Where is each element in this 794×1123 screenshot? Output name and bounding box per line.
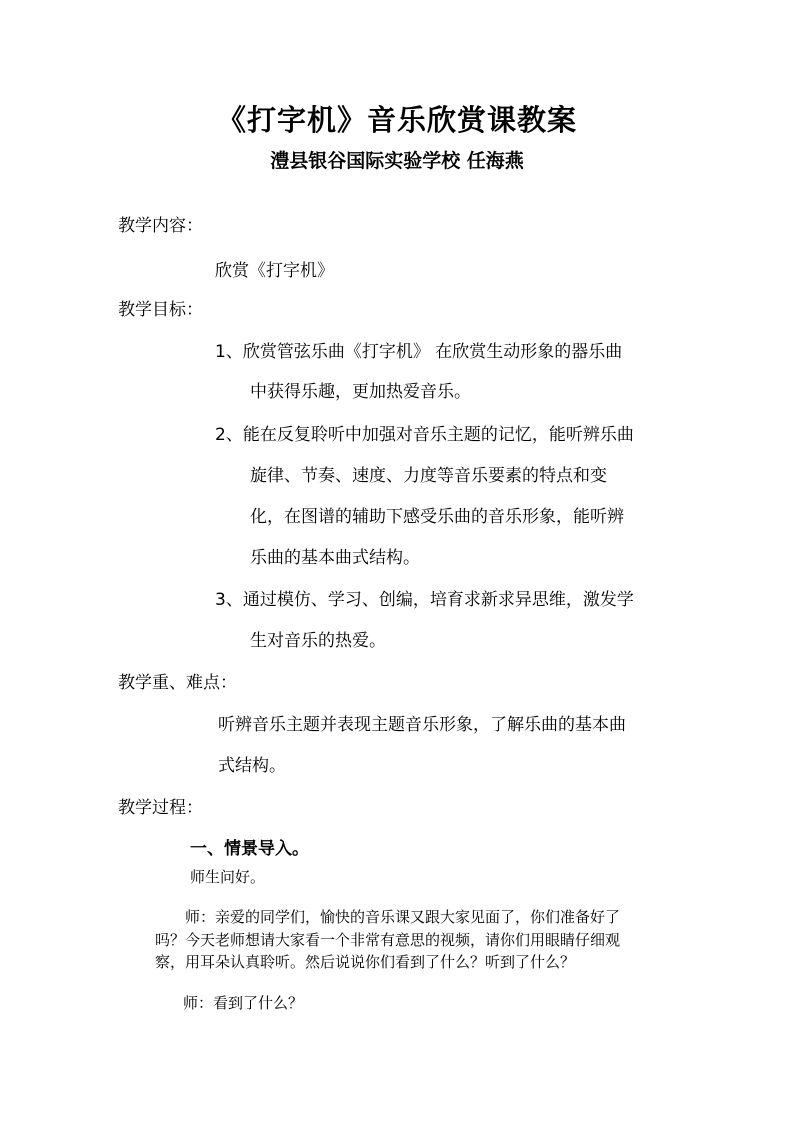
goal-1-line-1: 1、欣赏管弦乐曲《打字机》 在欣赏生动形象的器乐曲 xyxy=(215,342,623,362)
teacher-line-1: 师：亲爱的同学们，愉快的音乐课又跟大家见面了，你们准备好了 xyxy=(185,908,621,926)
goal-2-line-4: 乐曲的基本曲式结构。 xyxy=(250,548,420,568)
section-heading-content: 教学内容： xyxy=(118,216,203,236)
goal-1-line-2: 中获得乐趣，更加热爱音乐。 xyxy=(250,382,471,402)
goal-3-line-2: 生对音乐的热爱。 xyxy=(250,631,386,651)
goal-2-line-3: 化，在图谱的辅助下感受乐曲的音乐形象，能听辨 xyxy=(250,507,624,527)
keypoints-line-1: 听辨音乐主题并表现主题音乐形象，了解乐曲的基本曲 xyxy=(218,715,626,735)
section-heading-goals: 教学目标： xyxy=(118,300,203,320)
content-text: 欣赏《打字机》 xyxy=(215,261,334,281)
page-title: 《打字机》音乐欣赏课教案 xyxy=(216,103,577,137)
step1-greeting: 师生问好。 xyxy=(190,868,266,886)
teacher-line-3: 察，用耳朵认真聆听。然后说说你们看到了什么？听到了什么？ xyxy=(155,953,576,971)
goal-3-line-1: 3、通过模仿、学习、创编，培育求新求异思维，激发学 xyxy=(215,590,634,610)
author-line: 澧县银谷国际实验学校 任海燕 xyxy=(270,150,524,172)
teacher-line-2: 吗？今天老师想请大家看一个非常有意思的视频，请你们用眼睛仔细观 xyxy=(155,931,621,949)
section-heading-process: 教学过程： xyxy=(118,798,203,818)
goal-2-line-2: 旋律、节奏、速度、力度等音乐要素的特点和变 xyxy=(250,466,607,486)
goal-2-line-1: 2、能在反复聆听中加强对音乐主题的记忆，能听辨乐曲 xyxy=(215,425,634,445)
section-heading-keypoints: 教学重、难点： xyxy=(118,673,237,693)
keypoints-line-2: 式结构。 xyxy=(218,756,286,776)
teacher-question: 师：看到了什么？ xyxy=(183,994,304,1012)
step1-heading: 一、情景导入。 xyxy=(190,839,309,859)
